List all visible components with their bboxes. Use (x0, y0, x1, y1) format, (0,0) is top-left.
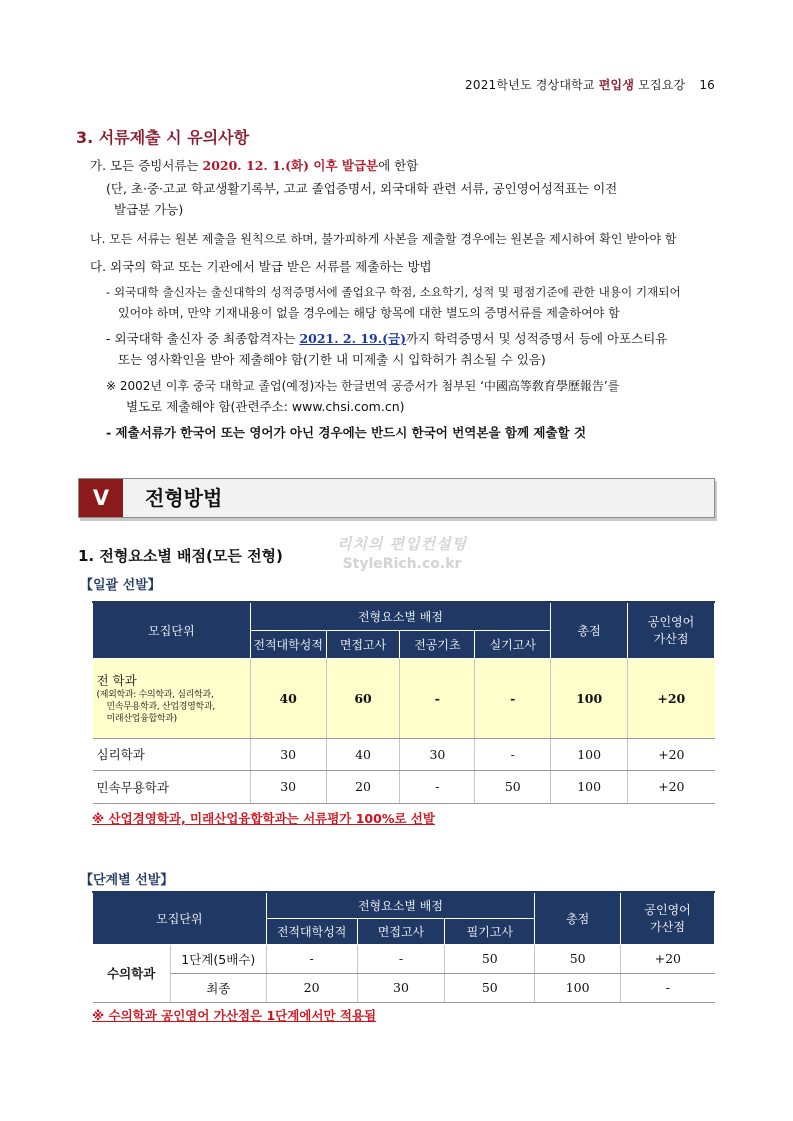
subheader-prior-grades: 전적대학성적 (250, 630, 326, 658)
cell: 30 (400, 738, 475, 770)
header-elements: 전형요소별 배점 (250, 602, 550, 630)
cell: 30 (250, 738, 326, 770)
header-title-post: 모집요강 (634, 78, 686, 92)
cell: 100 (551, 658, 628, 738)
cell: 50 (445, 944, 535, 973)
row-unit-note-1: (제외학과: 수의학과, 심리학과, (96, 690, 214, 700)
chapter-banner (78, 478, 715, 518)
header-english-bonus (621, 892, 715, 944)
cell: 100 (551, 770, 628, 803)
bullet-2-line-1 (106, 330, 667, 348)
table-row (93, 658, 715, 738)
header-total: 총점 (535, 892, 621, 944)
cell: +20 (621, 944, 715, 973)
bullet-2-date: 2021. 2. 19.(금) (299, 331, 406, 346)
cell: 20 (266, 973, 357, 1002)
cell: 40 (250, 658, 326, 738)
cell: 50 (475, 770, 551, 803)
section-title-scoring: 1. 전형요소별 배점(모든 전형) (78, 547, 283, 565)
row-unit-name: 전 학과 (96, 673, 137, 688)
page-number: 16 (699, 78, 715, 92)
table-row (93, 944, 715, 973)
subheader-major-basics: 전공기초 (400, 630, 475, 658)
bullet-3-line-2: 별도로 제출해야 함(관련주소: www.chsi.com.cn) (126, 399, 405, 414)
subheader-interview: 면접고사 (326, 630, 400, 658)
item-na: 나. 모든 서류는 원본 제출을 원칙으로 하며, 불가피하게 사본을 제출할 경우에는 원본을 제시하여 확인 받아야 함 (90, 232, 677, 246)
row-unit-veterinary: 수의학과 (93, 944, 171, 1002)
cell: - (475, 738, 551, 770)
cell: - (475, 658, 551, 738)
table-row (93, 738, 715, 770)
cell: 20 (326, 770, 400, 803)
item-ga-pre: 가. 모든 증빙서류는 (90, 158, 203, 173)
subheader-written-exam: 필기고사 (445, 918, 535, 944)
chapter-title: 전형방법 (145, 486, 223, 510)
chapter-number: V (79, 479, 123, 517)
cell: +20 (628, 738, 715, 770)
bullet-2-post: 까지 학력증명서 및 성적증명서 등에 아포스티유 (405, 331, 668, 346)
cell: 50 (535, 944, 621, 973)
item-da: 다. 외국의 학교 또는 기관에서 발급 받은 서류를 제출하는 방법 (90, 259, 432, 274)
subheader-interview: 면접고사 (357, 918, 445, 944)
header-title-highlight: 편입생 (598, 78, 635, 92)
row-unit-folk-dance: 민속무용학과 (93, 770, 251, 803)
cell: - (266, 944, 357, 973)
subheader-prior-grades: 전적대학성적 (266, 918, 357, 944)
bullet-1-line-2: 있어야 하며, 만약 기재내용이 없을 경우에는 해당 항목에 대한 별도의 증명서류를 제출하여야 함 (118, 306, 620, 320)
header-unit: 모집단위 (93, 602, 251, 658)
header-unit: 모집단위 (93, 892, 267, 944)
row-stage-1: 1단계(5배수) (170, 944, 266, 973)
cell: - (400, 770, 475, 803)
header-english-bonus-2: 가산점 (650, 920, 685, 935)
header-english-bonus-1: 공인영어 (644, 903, 691, 918)
header-title-pre: 2021학년도 경상대학교 (465, 78, 599, 92)
row-unit-note-2: 민속무용학과, 산업경영학과, (106, 702, 215, 712)
row-unit-note-3: 미래산업융합학과) (106, 714, 177, 724)
bullet-1-line-1: - 외국대학 출신자는 출신대학의 성적증명서에 졸업요구 학점, 소요학기, 성적 및 평점기준에 관한 내용이 기재되어 (106, 285, 681, 299)
cell: 100 (535, 973, 621, 1002)
table-row (93, 770, 715, 803)
cell: 30 (250, 770, 326, 803)
watermark-line-2: StyleRich.co.kr (342, 556, 462, 572)
header-total: 총점 (551, 602, 628, 658)
item-ga-post: 에 한함 (378, 158, 419, 173)
cell: 40 (326, 738, 400, 770)
cell: +20 (628, 770, 715, 803)
table-batch-selection (92, 601, 715, 804)
watermark (322, 533, 482, 572)
bullet-2-line-2: 또는 영사확인을 받아 제출해야 함(기한 내 미제출 시 입학허가 취소될 수 있음) (118, 352, 546, 367)
item-ga-paren-1: (단, 초·중·고교 학교생활기록부, 고교 졸업증명서, 외국대학 관련 서류, 공인영어성적표는 이전 (106, 181, 618, 196)
row-unit-psychology: 심리학과 (93, 738, 251, 770)
section-title-documents: 3. 서류제출 시 유의사항 (76, 128, 250, 147)
subheader-practical: 실기고사 (475, 630, 551, 658)
header-elements: 전형요소별 배점 (266, 892, 535, 918)
cell: 30 (357, 973, 445, 1002)
bullet-4: - 제출서류가 한국어 또는 영어가 아닌 경우에는 반드시 한국어 번역본을 함께 제출할 것 (106, 425, 587, 440)
table2-note: ※ 수의학과 공인영어 가산점은 1단계에서만 적용됨 (92, 1008, 377, 1023)
table1-label: 【일괄 선발】 (80, 578, 161, 593)
table2-label: 【단계별 선발】 (80, 873, 174, 888)
row-unit-all (93, 658, 251, 738)
row-stage-final: 최종 (170, 973, 266, 1002)
cell: +20 (628, 658, 715, 738)
cell: - (621, 973, 715, 1002)
cell: - (357, 944, 445, 973)
table1-note: ※ 산업경영학과, 미래산업융합학과는 서류평가 100%로 선발 (92, 811, 435, 826)
header-english-bonus-2: 가산점 (653, 632, 689, 647)
cell: - (400, 658, 475, 738)
cell: 100 (551, 738, 628, 770)
cell: 60 (326, 658, 400, 738)
bullet-3-line-1: ※ 2002년 이후 중국 대학교 졸업(예정)자는 한글번역 공증서가 첨부된 ‘中國高等敎育學歷報告’를 (106, 379, 620, 393)
cell: 50 (445, 973, 535, 1002)
table-row (93, 973, 715, 1002)
item-ga-date: 2020. 12. 1.(화) 이후 발급분 (202, 158, 379, 173)
page-header (465, 76, 715, 93)
item-ga-paren-2: 발급분 가능) (114, 202, 184, 217)
item-ga (90, 157, 418, 175)
header-english-bonus-1: 공인영어 (647, 615, 695, 630)
table-stage-selection (92, 891, 715, 1003)
header-english-bonus (628, 602, 715, 658)
bullet-2-pre: - 외국대학 출신자 중 최종합격자는 (106, 331, 300, 346)
watermark-line-1: 리치의 편입컨설팅 (336, 535, 468, 553)
